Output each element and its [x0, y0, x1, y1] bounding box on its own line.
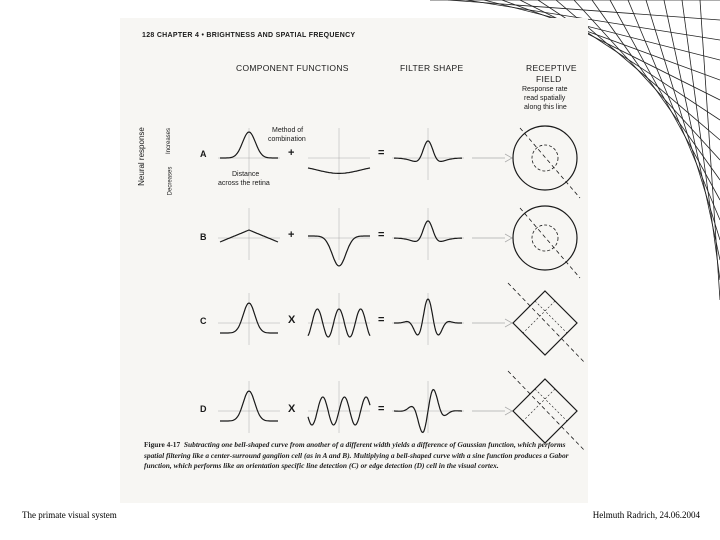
figure-caption [144, 440, 584, 472]
row-c-operator: X [288, 314, 296, 326]
row-a-operator: + [288, 147, 295, 159]
arrow-head [505, 319, 512, 327]
row-b-operator: + [288, 229, 295, 241]
arrow-head [505, 154, 512, 162]
string-art-line [610, 0, 720, 200]
row-d-readout-line [508, 371, 585, 451]
row-d-equals: = [378, 403, 385, 415]
row-c-readout-line [508, 283, 585, 363]
row-b-receptive-outer-circle [513, 206, 577, 270]
annotation-response-rate-1: Response rate [522, 86, 568, 93]
arrow-head [505, 407, 512, 415]
row-label-d: D [200, 404, 207, 414]
string-art-line [646, 0, 720, 240]
annotation-method-1: Method of [272, 127, 304, 134]
figure-caption-text: Subtracting one bell-shaped curve from another of a different width yields a difference of Gaussian function, which performs spatial filtering like a center-surround ganglion cell (as in A and B). Multiplying a bell-shaped curve with a sine function produces a Gabor function, which performs like an orientation specific line detection (C) or edge detection (D) cell in the visual cortex. [144, 440, 569, 470]
axis-increases: Increases [166, 127, 173, 155]
row-d-receptive-diamond [513, 379, 577, 443]
column-component-functions: COMPONENT FUNCTIONS [236, 63, 349, 73]
column-filter-shape: FILTER SHAPE [400, 63, 464, 73]
annotation-method-2: combination [268, 136, 306, 143]
row-label-a: A [200, 149, 207, 159]
string-art-line [448, 0, 720, 20]
annotation-distance-1: Distance [232, 171, 260, 178]
row-label-b: B [200, 232, 207, 242]
row-a-equals: = [378, 147, 385, 159]
row-c-receptive-diamond [513, 291, 577, 355]
row-a-receptive-inner-circle [532, 145, 558, 171]
column-receptive-field-2: FIELD [536, 74, 562, 84]
axis-decreases: Decreases [167, 166, 174, 196]
page-header: 128 CHAPTER 4 • BRIGHTNESS AND SPATIAL FREQUENCY [142, 32, 356, 39]
row-a-receptive-outer-circle [513, 126, 577, 190]
string-art-line [700, 0, 720, 300]
row-d-operator: X [288, 403, 296, 415]
row-b-receptive-inner-circle [532, 225, 558, 251]
column-receptive-field-1: RECEPTIVE [526, 63, 577, 73]
arrow-head [505, 234, 512, 242]
string-art-line [682, 0, 720, 280]
annotation-response-rate-3: along this line [524, 104, 567, 111]
scanned-page [120, 18, 588, 503]
footer-right: Helmuth Radrich, 24.06.2004 [592, 510, 700, 520]
annotation-response-rate-2: read spatially [524, 95, 566, 102]
axis-neural-response: Neural response [136, 127, 146, 186]
string-art-line [574, 0, 720, 160]
row-c-equals: = [378, 314, 385, 326]
row-b-equals: = [378, 229, 385, 241]
annotation-distance-2: across the retina [218, 180, 270, 187]
row-label-c: C [200, 316, 207, 326]
figure-graphics [120, 18, 588, 503]
footer-left: The primate visual system [22, 510, 117, 520]
figure-number: Figure 4-17 [144, 440, 181, 449]
